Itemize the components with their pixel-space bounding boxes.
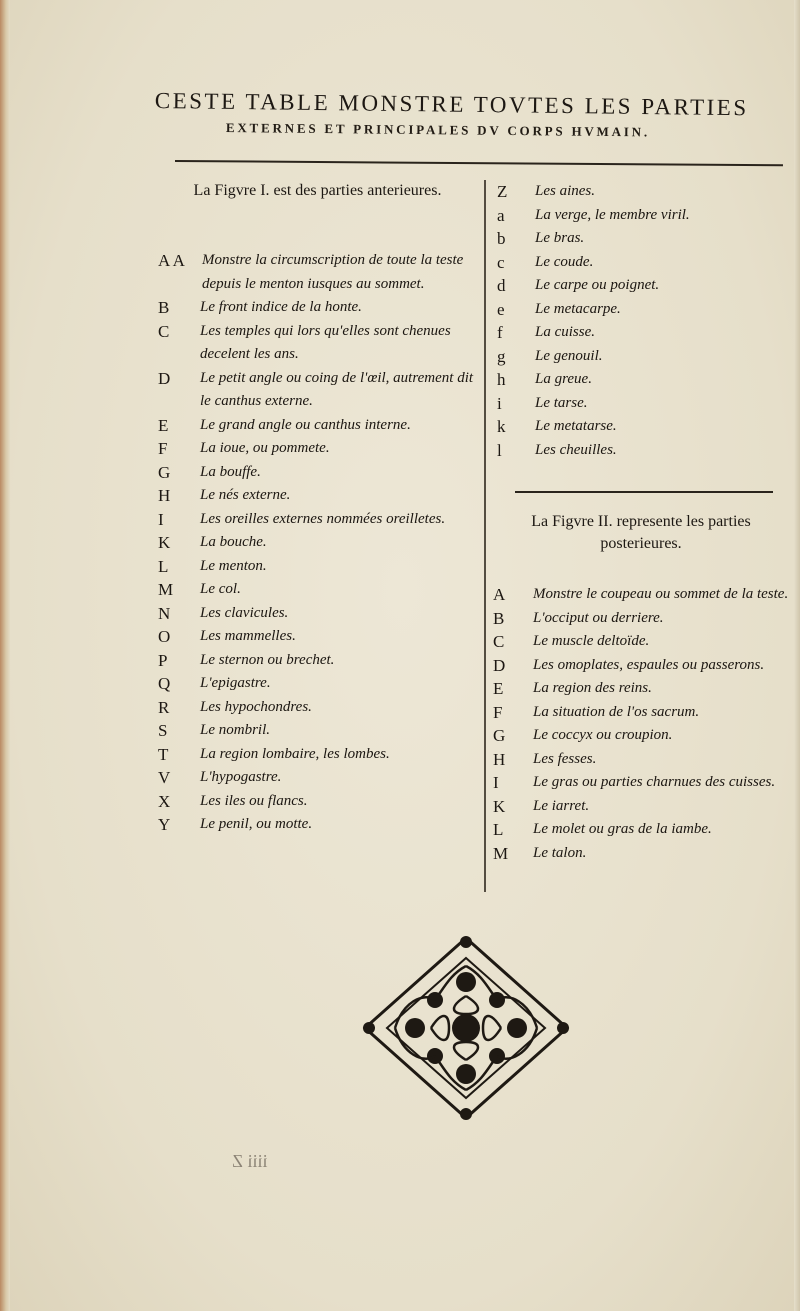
entry-text: La bouffe. [200, 463, 261, 480]
entry-text: La verge, le membre viril. [535, 206, 690, 223]
entry-letter: C [158, 321, 170, 341]
entry-text: Le tarse. [535, 394, 588, 411]
list-item [493, 677, 793, 701]
list-item [493, 607, 793, 631]
entry-text: Les mammelles. [200, 628, 296, 644]
list-item [493, 795, 793, 819]
entry-text: Le front indice de la honte. [200, 299, 362, 315]
entry-text: Le molet ou gras de la iambe. [533, 821, 712, 837]
list-item [158, 508, 480, 532]
list-item [158, 790, 480, 814]
entry-text: Le talon. [533, 844, 587, 861]
list-item [158, 719, 480, 743]
entry-letter: I [493, 773, 499, 792]
entry-letter: B [493, 608, 505, 628]
entry-text: Le coude. [535, 253, 594, 270]
entry-letter: Z [497, 182, 508, 201]
entry-letter: h [497, 370, 506, 389]
entry-text: La region des reins. [533, 680, 652, 696]
entry-text: Le metacarpe. [535, 300, 621, 317]
entry-text: Le menton. [200, 557, 267, 574]
list-item [158, 696, 480, 720]
entry-text: L'occiput ou derriere. [533, 609, 664, 626]
entry-letter: f [497, 323, 503, 342]
list-item [497, 227, 787, 251]
entry-text: Les hypochondres. [200, 698, 312, 715]
list-item [497, 180, 787, 204]
entry-letter: R [158, 697, 170, 717]
entry-letter: E [493, 679, 504, 698]
entry-letter: M [158, 580, 174, 599]
list-item [158, 813, 480, 837]
figure1-anterior-list [158, 249, 480, 837]
entry-letter: a [497, 205, 505, 225]
entry-letter: K [158, 533, 171, 552]
page-fore-edge [794, 0, 800, 1311]
entry-text: Le grand angle ou canthus interne. [200, 416, 411, 433]
list-item [158, 555, 480, 579]
list-item [158, 531, 480, 555]
list-item [158, 743, 480, 767]
list-item [497, 274, 787, 298]
signature-mark: iiii Z [232, 1151, 268, 1171]
page-title: CESTE TABLE MONSTRE TOVTES LES PARTIES [154, 88, 749, 121]
list-item [158, 249, 480, 296]
list-item [158, 672, 480, 696]
entry-text: L'epigastre. [200, 675, 271, 691]
entry-text: Le bras. [535, 230, 585, 246]
entry-letter: c [497, 252, 505, 272]
entry-letter: d [497, 276, 506, 295]
list-item [493, 818, 793, 842]
list-item [493, 701, 793, 725]
entry-text: La greue. [535, 371, 592, 387]
figure1-continued-list [497, 180, 787, 462]
list-item [493, 771, 793, 795]
list-item [158, 320, 480, 367]
list-item [497, 345, 787, 369]
entry-letter: G [493, 726, 506, 745]
page-subtitle: EXTERNES ET PRINCIPALES DV CORPS HVMAIN. [225, 120, 651, 140]
entry-text: La ioue, ou pommete. [200, 440, 330, 456]
entry-text: L'hypogastre. [200, 769, 282, 785]
fleuron-ornament-icon [355, 930, 577, 1126]
entry-letter: B [158, 298, 170, 317]
entry-text: Le iarret. [533, 797, 590, 814]
list-item [158, 625, 480, 649]
list-item [497, 415, 787, 439]
figure2-heading: La Figvre II. represente les parties posterieures. [531, 513, 751, 552]
list-item [493, 724, 793, 748]
entry-text: La situation de l'os sacrum. [533, 703, 700, 720]
entry-letter: H [493, 749, 506, 769]
entry-text: Les clavicules. [200, 604, 289, 621]
entry-text: Le coccyx ou croupion. [533, 727, 673, 743]
entry-text: Les iles ou flancs. [200, 792, 308, 809]
entry-text: Les omoplates, espaules ou passerons. [533, 656, 765, 673]
entry-letter: Q [158, 674, 171, 693]
entry-letter: H [158, 486, 171, 505]
entry-text: Le genouil. [535, 347, 603, 364]
entry-letter: b [497, 229, 506, 248]
list-item [158, 484, 480, 508]
list-item [493, 748, 793, 772]
entry-letter: e [497, 299, 505, 319]
entry-letter: X [158, 791, 171, 811]
entry-letter: A [493, 585, 506, 604]
entry-text: Monstre la circumscription de toute la teste depuis le menton iusques au sommet. [202, 252, 464, 292]
entry-text: La cuisse. [535, 324, 595, 340]
entry-letter: k [497, 417, 506, 436]
list-item [493, 583, 793, 607]
entry-letter: i [497, 393, 502, 413]
entry-letter: I [158, 509, 164, 529]
entry-text: Le muscle deltoïde. [533, 633, 650, 649]
entry-letter: P [158, 650, 168, 670]
entry-text: Les oreilles externes nommées oreilletes. [200, 510, 446, 527]
entry-text: Le sternon ou brechet. [200, 651, 335, 668]
entry-letter: L [493, 820, 504, 839]
entry-text: Monstre le coupeau ou sommet de la teste. [533, 586, 789, 602]
list-item [497, 368, 787, 392]
list-item [497, 298, 787, 322]
entry-text: Le carpe ou poignet. [535, 277, 660, 293]
entry-letter: g [497, 346, 506, 366]
entry-text: La region lombaire, les lombes. [200, 745, 390, 762]
entry-text: Le gras ou parties charnues des cuisses. [533, 774, 776, 790]
entry-letter: l [497, 440, 502, 460]
page-binding-edge [0, 0, 10, 1311]
list-item [158, 602, 480, 626]
entry-letter: N [158, 603, 171, 623]
entry-text: Le metatarse. [535, 418, 617, 434]
list-item [497, 251, 787, 275]
list-item [493, 630, 793, 654]
entry-letter: E [158, 415, 169, 435]
list-item [158, 296, 480, 320]
list-item [497, 392, 787, 416]
list-item [497, 204, 787, 228]
entry-text: Le penil, ou motte. [200, 816, 313, 832]
entry-letter: A A [158, 251, 185, 270]
entry-letter: F [493, 702, 503, 722]
entry-letter: V [158, 768, 171, 787]
figure2-posterior-list [493, 583, 793, 865]
entry-letter: D [493, 655, 506, 675]
entry-letter: G [158, 462, 171, 482]
list-item [158, 578, 480, 602]
list-item [158, 766, 480, 790]
entry-text: Les cheuilles. [535, 441, 617, 458]
entry-letter: T [158, 744, 169, 764]
list-item [497, 321, 787, 345]
entry-text: Le petit angle ou coing de l'œil, autrement dit le canthus externe. [200, 369, 474, 409]
entry-text: Les temples qui lors qu'elles sont chenues decelent les ans. [200, 322, 451, 362]
entry-text: Les fesses. [533, 750, 597, 767]
entry-letter: C [493, 632, 505, 651]
list-item [158, 437, 480, 461]
list-item [158, 367, 480, 414]
entry-text: Le nombril. [200, 722, 271, 738]
list-item [158, 649, 480, 673]
list-item [158, 414, 480, 438]
entry-text: La bouche. [200, 534, 267, 550]
entry-letter: M [493, 843, 509, 863]
entry-text: Le nés externe. [200, 487, 291, 503]
entry-letter: F [158, 439, 168, 458]
list-item [497, 439, 787, 463]
entry-text: Le col. [200, 581, 241, 597]
list-item [158, 461, 480, 485]
figure1-heading: La Figvre I. est des parties anterieures. [193, 182, 442, 199]
list-item [493, 654, 793, 678]
entry-letter: K [493, 796, 506, 816]
entry-letter: S [158, 721, 168, 740]
entry-letter: Y [158, 815, 171, 834]
column-divider [484, 180, 486, 892]
entry-letter: D [158, 368, 171, 388]
section-rule [515, 491, 773, 493]
entry-letter: L [158, 556, 169, 576]
entry-text: Les aines. [535, 183, 595, 199]
list-item [493, 842, 793, 866]
entry-letter: O [158, 627, 171, 646]
